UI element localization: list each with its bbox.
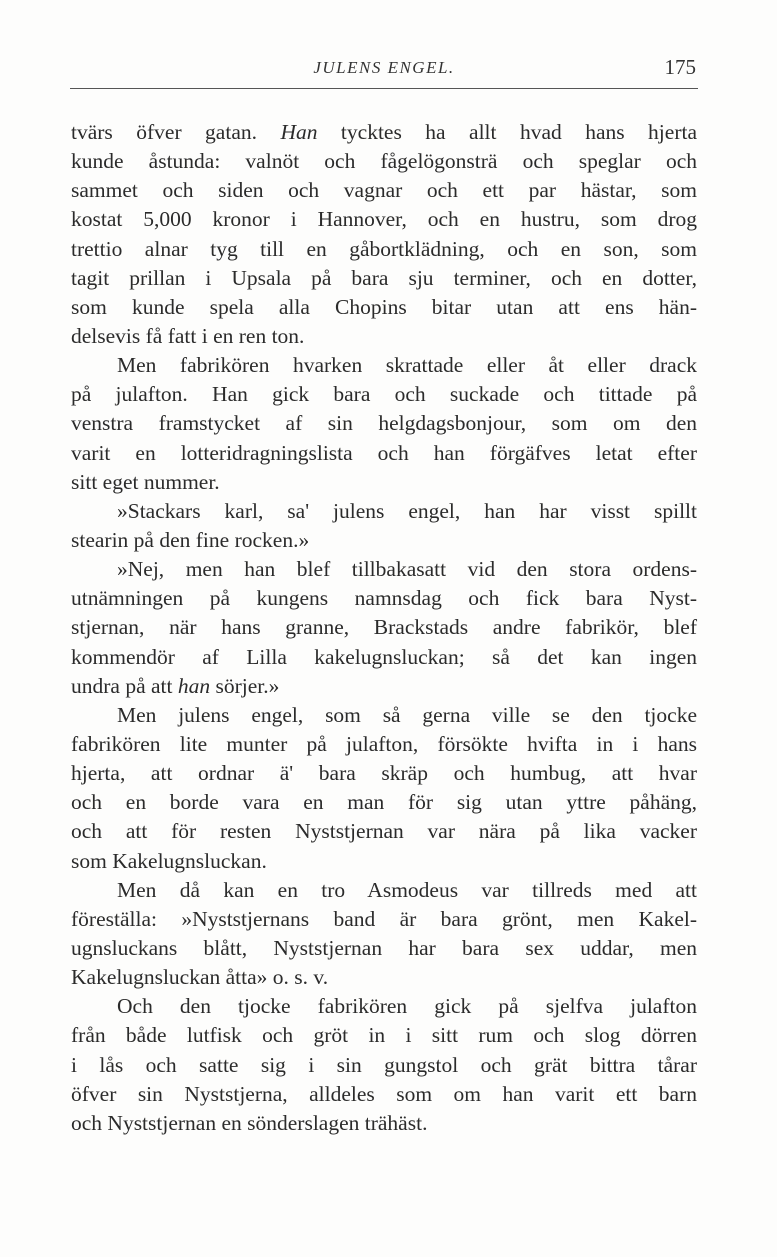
text-line: tvärs öfver gatan. Han tycktes ha allt hvad hans hjerta bbox=[71, 120, 697, 144]
text-line: »Stackars karl, sa' julens engel, han har visst spillt bbox=[117, 498, 697, 523]
text-line: stearin på den fine rocken.» bbox=[71, 527, 310, 552]
text-line: i lås och satte sig i sin gungstol och grät bittra tårar bbox=[71, 1052, 697, 1077]
running-title: JULENS ENGEL. bbox=[313, 58, 455, 77]
text-line: Och den tjocke fabrikören gick på sjelfva julafton bbox=[117, 994, 697, 1019]
text-line: trettio alnar tyg till en gåbortklädning, och en son, som bbox=[71, 236, 697, 261]
text-line: och Nyststjernan en sönderslagen trähäst. bbox=[71, 1110, 428, 1135]
text-line: tagit prillan i Upsala på bara sju terminer, och en dotter, bbox=[71, 265, 697, 290]
text-line: hjerta, att ordnar ä' bara skräp och humbug, att hvar bbox=[71, 761, 697, 786]
text-line: Men då kan en tro Asmodeus var tillreds med att bbox=[117, 877, 697, 902]
text-line: som kunde spela alla Chopins bitar utan att ens hän- bbox=[71, 294, 697, 319]
text-line: venstra framstycket af sin helgdagsbonjour, som om den bbox=[71, 411, 697, 436]
text-line: och att för resten Nyststjernan var nära på lika vacker bbox=[71, 819, 697, 844]
text-line: varit en lotteridragningslista och han förgäfves letat efter bbox=[71, 440, 697, 465]
text-line: öfver sin Nyststjerna, alldeles som om han varit ett barn bbox=[71, 1081, 697, 1106]
running-head bbox=[70, 52, 698, 89]
page-number: 175 bbox=[664, 55, 696, 79]
text-line: kommendör af Lilla kakelugnsluckan; så det kan ingen bbox=[71, 644, 697, 669]
text-line: undra på att han sörjer.» bbox=[71, 673, 280, 698]
body-text bbox=[71, 118, 697, 1138]
text-line: fabrikören lite munter på julafton, försökte hvifta in i hans bbox=[71, 731, 697, 756]
text-line: sammet och siden och vagnar och ett par hästar, som bbox=[71, 178, 697, 203]
text-line: kunde åstunda: valnöt och fågelögonsträ och speglar och bbox=[71, 149, 697, 174]
text-line: »Nej, men han blef tillbakasatt vid den stora ordens- bbox=[117, 557, 697, 582]
text-line: föreställa: »Nyststjernans band är bara grönt, men Kakel- bbox=[71, 906, 697, 931]
text-line: från både lutfisk och gröt in i sitt rum och slog dörren bbox=[71, 1023, 697, 1048]
text-line: delsevis få fatt i en ren ton. bbox=[71, 323, 305, 348]
text-line: sitt eget nummer. bbox=[71, 469, 220, 494]
text-line: utnämningen på kungens namnsdag och fick bara Nyst- bbox=[71, 586, 697, 611]
text-line: på julafton. Han gick bara och suckade och tittade på bbox=[71, 382, 697, 407]
text-line: kostat 5,000 kronor i Hannover, och en hustru, som drog bbox=[71, 207, 697, 232]
text-line: Men fabrikören hvarken skrattade eller åt eller drack bbox=[117, 353, 697, 378]
text-line: Men julens engel, som så gerna ville se den tjocke bbox=[117, 702, 697, 727]
text-line: som Kakelugnsluckan. bbox=[71, 848, 267, 873]
text-line: och en borde vara en man för sig utan yttre påhäng, bbox=[71, 790, 697, 815]
text-line: stjernan, när hans granne, Brackstads andre fabrikör, blef bbox=[71, 615, 697, 640]
text-line: ugnsluckans blått, Nyststjernan har bara sex uddar, men bbox=[71, 935, 697, 960]
text-line: Kakelugnsluckan åtta» o. s. v. bbox=[71, 965, 329, 990]
